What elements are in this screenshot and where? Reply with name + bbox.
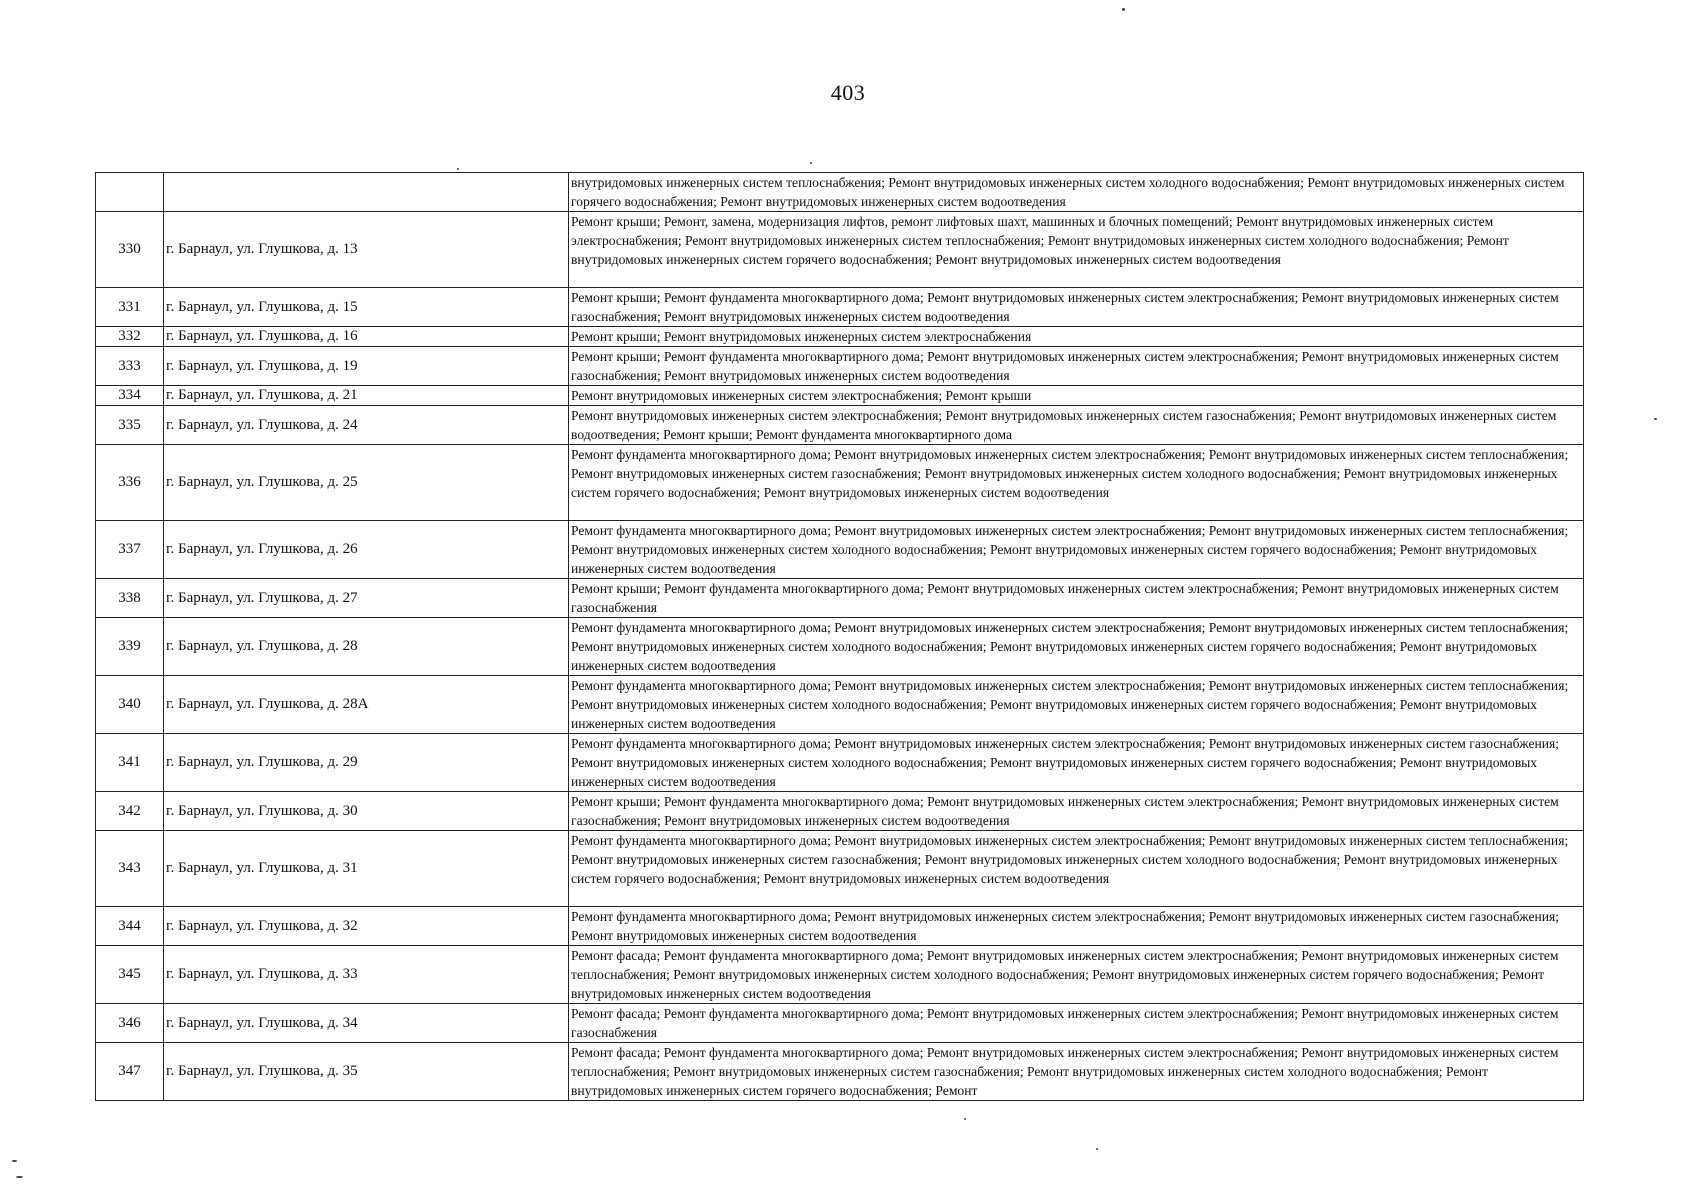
row-number: 331 <box>96 288 164 327</box>
table-row <box>96 212 1584 288</box>
row-number: 340 <box>96 676 164 734</box>
row-number: 342 <box>96 792 164 831</box>
table-row <box>96 831 1584 907</box>
row-address: г. Барнаул, ул. Глушкова, д. 21 <box>164 386 569 406</box>
address-works-table <box>95 172 1584 1101</box>
table-row <box>96 618 1584 676</box>
row-address: г. Барнаул, ул. Глушкова, д. 26 <box>164 521 569 579</box>
scan-speck <box>16 1176 23 1178</box>
row-address: г. Барнаул, ул. Глушкова, д. 24 <box>164 406 569 445</box>
row-works: Ремонт фундамента многоквартирного дома; Ремонт внутридомовых инженерных систем электроснабжения; Ремонт внутридомовых инженерных систем теплоснабжения; Ремонт внутридомовых инженерных систем холодного водоснабжения; Ремонт внутридомовых инженерных систем горячего водоснабжения; Ремонт внутридомовых инженерных систем водоотведения <box>569 618 1584 676</box>
row-address: г. Барнаул, ул. Глушкова, д. 29 <box>164 734 569 792</box>
scan-speck <box>457 168 459 170</box>
row-number: 332 <box>96 327 164 347</box>
row-number: 338 <box>96 579 164 618</box>
row-address: г. Барнаул, ул. Глушкова, д. 25 <box>164 445 569 521</box>
row-works: Ремонт фасада; Ремонт фундамента многоквартирного дома; Ремонт внутридомовых инженерных систем электроснабжения; Ремонт внутридомовых инженерных систем газоснабжения <box>569 1004 1584 1043</box>
table-row <box>96 676 1584 734</box>
row-address: г. Барнаул, ул. Глушкова, д. 19 <box>164 347 569 386</box>
row-address: г. Барнаул, ул. Глушкова, д. 28А <box>164 676 569 734</box>
row-works: Ремонт фундамента многоквартирного дома; Ремонт внутридомовых инженерных систем электроснабжения; Ремонт внутридомовых инженерных систем теплоснабжения; Ремонт внутридомовых инженерных систем газоснабжения; Ремонт внутридомовых инженерных систем холодного водоснабжения; Ремонт внутридомовых инженерных систем горячего водоснабжения; Ремонт внутридомовых инженерных систем водоотведения <box>569 445 1584 521</box>
row-address: г. Барнаул, ул. Глушкова, д. 30 <box>164 792 569 831</box>
row-works: Ремонт крыши; Ремонт фундамента многоквартирного дома; Ремонт внутридомовых инженерных систем электроснабжения; Ремонт внутридомовых инженерных систем газоснабжения <box>569 579 1584 618</box>
page-number: 403 <box>830 80 866 105</box>
table-row <box>96 734 1584 792</box>
row-works: Ремонт фасада; Ремонт фундамента многоквартирного дома; Ремонт внутридомовых инженерных систем электроснабжения; Ремонт внутридомовых инженерных систем теплоснабжения; Ремонт внутридомовых инженерных систем газоснабжения; Ремонт внутридомовых инженерных систем холодного водоснабжения; Ремонт внутридомовых инженерных систем горячего водоснабжения; Ремонт <box>569 1043 1584 1101</box>
table-row <box>96 445 1584 521</box>
row-works: Ремонт внутридомовых инженерных систем электроснабжения; Ремонт крыши <box>569 386 1584 406</box>
row-address: г. Барнаул, ул. Глушкова, д. 33 <box>164 946 569 1004</box>
row-works: Ремонт внутридомовых инженерных систем электроснабжения; Ремонт внутридомовых инженерных систем газоснабжения; Ремонт внутридомовых инженерных систем водоотведения; Ремонт крыши; Ремонт фундамента многоквартирного дома <box>569 406 1584 445</box>
scan-speck <box>1654 418 1657 420</box>
row-address: г. Барнаул, ул. Глушкова, д. 31 <box>164 831 569 907</box>
row-works: Ремонт крыши; Ремонт, замена, модернизация лифтов, ремонт лифтовых шахт, машинных и блочных помещений; Ремонт внутридомовых инженерных систем электроснабжения; Ремонт внутридомовых инженерных систем теплоснабжения; Ремонт внутридомовых инженерных систем холодного водоснабжения; Ремонт внутридомовых инженерных систем горячего водоснабжения; Ремонт внутридомовых инженерных систем водоотведения <box>569 212 1584 288</box>
table-row <box>96 173 1584 212</box>
table-row <box>96 907 1584 946</box>
row-number: 344 <box>96 907 164 946</box>
table-row <box>96 579 1584 618</box>
table-row <box>96 946 1584 1004</box>
row-works: Ремонт крыши; Ремонт фундамента многоквартирного дома; Ремонт внутридомовых инженерных систем электроснабжения; Ремонт внутридомовых инженерных систем газоснабжения; Ремонт внутридомовых инженерных систем водоотведения <box>569 792 1584 831</box>
row-address <box>164 173 569 212</box>
table-row <box>96 327 1584 347</box>
row-address: г. Барнаул, ул. Глушкова, д. 13 <box>164 212 569 288</box>
row-works: внутридомовых инженерных систем теплоснабжения; Ремонт внутридомовых инженерных систем холодного водоснабжения; Ремонт внутридомовых инженерных систем горячего водоснабжения; Ремонт внутридомовых инженерных систем водоотведения <box>569 173 1584 212</box>
row-address: г. Барнаул, ул. Глушкова, д. 27 <box>164 579 569 618</box>
row-number: 336 <box>96 445 164 521</box>
row-works: Ремонт фундамента многоквартирного дома; Ремонт внутридомовых инженерных систем электроснабжения; Ремонт внутридомовых инженерных систем теплоснабжения; Ремонт внутридомовых инженерных систем холодного водоснабжения; Ремонт внутридомовых инженерных систем горячего водоснабжения; Ремонт внутридомовых инженерных систем водоотведения <box>569 521 1584 579</box>
row-number: 339 <box>96 618 164 676</box>
row-works: Ремонт крыши; Ремонт фундамента многоквартирного дома; Ремонт внутридомовых инженерных систем электроснабжения; Ремонт внутридомовых инженерных систем газоснабжения; Ремонт внутридомовых инженерных систем водоотведения <box>569 347 1584 386</box>
table-row <box>96 1004 1584 1043</box>
row-address: г. Барнаул, ул. Глушкова, д. 32 <box>164 907 569 946</box>
row-address: г. Барнаул, ул. Глушкова, д. 16 <box>164 327 569 347</box>
row-works: Ремонт фундамента многоквартирного дома; Ремонт внутридомовых инженерных систем электроснабжения; Ремонт внутридомовых инженерных систем газоснабжения; Ремонт внутридомовых инженерных систем холодного водоснабжения; Ремонт внутридомовых инженерных систем горячего водоснабжения; Ремонт внутридомовых инженерных систем водоотведения <box>569 734 1584 792</box>
row-address: г. Барнаул, ул. Глушкова, д. 28 <box>164 618 569 676</box>
scan-speck <box>810 162 812 164</box>
row-number: 341 <box>96 734 164 792</box>
row-number <box>96 173 164 212</box>
table-row <box>96 386 1584 406</box>
row-works: Ремонт фасада; Ремонт фундамента многоквартирного дома; Ремонт внутридомовых инженерных систем электроснабжения; Ремонт внутридомовых инженерных систем теплоснабжения; Ремонт внутридомовых инженерных систем холодного водоснабжения; Ремонт внутридомовых инженерных систем горячего водоснабжения; Ремонт внутридомовых инженерных систем водоотведения <box>569 946 1584 1004</box>
row-number: 335 <box>96 406 164 445</box>
row-works: Ремонт крыши; Ремонт внутридомовых инженерных систем электроснабжения <box>569 327 1584 347</box>
table-row <box>96 406 1584 445</box>
row-number: 345 <box>96 946 164 1004</box>
row-works: Ремонт фундамента многоквартирного дома; Ремонт внутридомовых инженерных систем электроснабжения; Ремонт внутридомовых инженерных систем газоснабжения; Ремонт внутридомовых инженерных систем водоотведения <box>569 907 1584 946</box>
scan-speck <box>1122 8 1125 11</box>
table-row <box>96 347 1584 386</box>
table-row <box>96 792 1584 831</box>
table-row <box>96 1043 1584 1101</box>
row-works: Ремонт фундамента многоквартирного дома; Ремонт внутридомовых инженерных систем электроснабжения; Ремонт внутридомовых инженерных систем теплоснабжения; Ремонт внутридомовых инженерных систем холодного водоснабжения; Ремонт внутридомовых инженерных систем горячего водоснабжения; Ремонт внутридомовых инженерных систем водоотведения <box>569 676 1584 734</box>
table-row <box>96 521 1584 579</box>
row-works: Ремонт фундамента многоквартирного дома; Ремонт внутридомовых инженерных систем электроснабжения; Ремонт внутридомовых инженерных систем теплоснабжения; Ремонт внутридомовых инженерных систем газоснабжения; Ремонт внутридомовых инженерных систем холодного водоснабжения; Ремонт внутридомовых инженерных систем горячего водоснабжения; Ремонт внутридомовых инженерных систем водоотведения <box>569 831 1584 907</box>
row-address: г. Барнаул, ул. Глушкова, д. 34 <box>164 1004 569 1043</box>
row-works: Ремонт крыши; Ремонт фундамента многоквартирного дома; Ремонт внутридомовых инженерных систем электроснабжения; Ремонт внутридомовых инженерных систем газоснабжения; Ремонт внутридомовых инженерных систем водоотведения <box>569 288 1584 327</box>
scan-speck <box>1096 1148 1098 1150</box>
row-number: 343 <box>96 831 164 907</box>
row-number: 347 <box>96 1043 164 1101</box>
row-number: 330 <box>96 212 164 288</box>
row-address: г. Барнаул, ул. Глушкова, д. 15 <box>164 288 569 327</box>
scan-speck <box>12 1160 17 1162</box>
row-number: 346 <box>96 1004 164 1043</box>
scan-speck <box>964 1118 966 1120</box>
row-number: 337 <box>96 521 164 579</box>
table-row <box>96 288 1584 327</box>
row-number: 333 <box>96 347 164 386</box>
row-address: г. Барнаул, ул. Глушкова, д. 35 <box>164 1043 569 1101</box>
row-number: 334 <box>96 386 164 406</box>
